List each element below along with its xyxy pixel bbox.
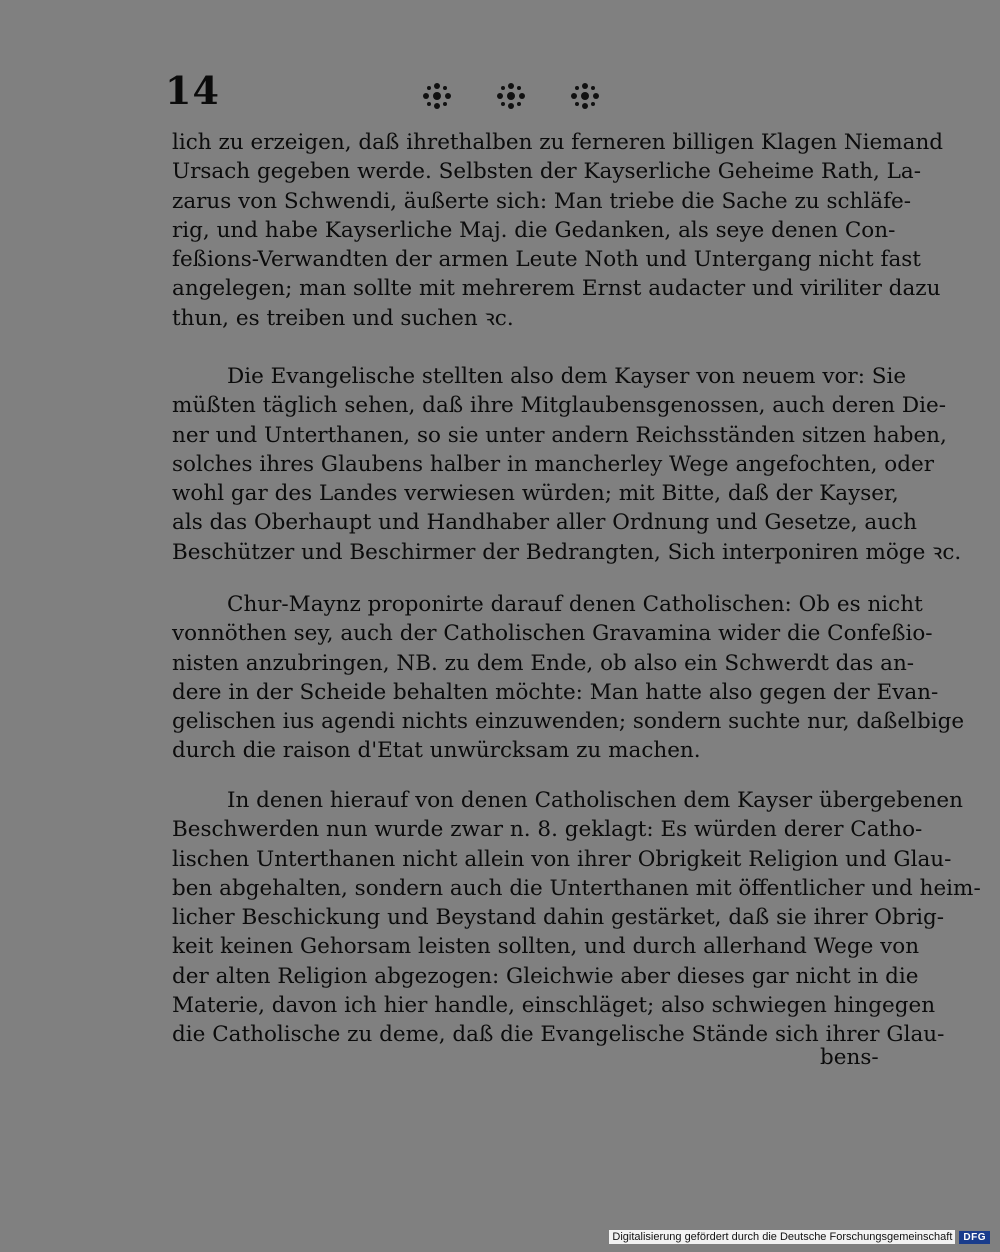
text-line: Ursach gegeben werde. Selbsten der Kayserliche Geheime Rath, La-	[172, 159, 922, 185]
text-line: müßten täglich sehen, daß ihre Mitglaubensgenossen, auch deren Die-	[172, 393, 946, 419]
text-line: licher Beschickung und Beystand dahin gestärket, daß sie ihrer Obrig-	[172, 905, 945, 931]
catchword: bens-	[820, 1045, 879, 1070]
text-line: gelischen ius agendi nichts einzuwenden; sondern suchte nur, daßelbige	[172, 709, 965, 735]
text-line: als das Oberhaupt und Handhaber aller Ordnung und Gesetze, auch	[172, 510, 917, 536]
fleuron-ornament-icon	[568, 81, 602, 111]
text-line: nisten anzubringen, NB. zu dem Ende, ob also ein Schwerdt das an-	[172, 650, 915, 676]
paragraph-3	[172, 590, 965, 766]
fleuron-ornament-icon	[420, 81, 454, 111]
text-line: die Catholische zu deme, daß die Evangelische Stände sich ihrer Glau-	[172, 1022, 945, 1048]
paragraph-2	[172, 362, 962, 567]
text-line: vonnöthen sey, auch der Catholischen Gravamina wider die Confeßio-	[172, 621, 933, 647]
text-line: dere in der Scheide behalten möchte: Man hatte also gegen der Evan-	[172, 679, 939, 705]
text-line: thun, es treiben und suchen ꝛc.	[172, 305, 514, 331]
paragraph-4	[172, 786, 981, 1050]
text-line: Materie, davon ich hier handle, einschläget; also schwiegen hingegen	[172, 993, 936, 1019]
fleuron-ornament-icon	[494, 81, 528, 111]
text-line: zarus von Schwendi, äußerte sich: Man triebe die Sache zu schläfe-	[172, 188, 912, 214]
header-ornaments	[420, 78, 620, 114]
footer-credit	[609, 1230, 990, 1244]
text-line: durch die raison d'Etat unwürcksam zu machen.	[172, 738, 701, 764]
text-line: Die Evangelische stellten also dem Kayser von neuem vor: Sie	[227, 364, 907, 389]
text-line: Chur-Maynz proponirte darauf denen Catholischen: Ob es nicht	[227, 592, 923, 617]
text-line: ben abgehalten, sondern auch die Unterthanen mit öffentlicher und heim-	[172, 875, 981, 901]
text-line: ner und Unterthanen, so sie unter andern Reichsständen sitzen haben,	[172, 422, 947, 448]
funding-credit-text: Digitalisierung gefördert durch die Deutsche Forschungsgemeinschaft	[609, 1230, 955, 1244]
text-line: Beschwerden nun wurde zwar n. 8. geklagt: Es würden derer Catho-	[172, 817, 923, 843]
text-line: keit keinen Gehorsam leisten sollten, und durch allerhand Wege von	[172, 934, 920, 960]
text-line: In denen hierauf von denen Catholischen dem Kayser übergebenen	[227, 788, 963, 813]
text-line: wohl gar des Landes verwiesen würden; mit Bitte, daß der Kayser,	[172, 481, 899, 507]
text-line: lich zu erzeigen, daß ihrethalben zu ferneren billigen Klagen Niemand	[172, 130, 944, 155]
text-line: der alten Religion abgezogen: Gleichwie aber dieses gar nicht in die	[172, 963, 919, 989]
text-line: Beschützer und Beschirmer der Bedrangten, Sich interponiren möge ꝛc.	[172, 539, 962, 565]
text-line: feßions-Verwandten der armen Leute Noth und Untergang nicht fast	[172, 247, 921, 273]
text-line: solches ihres Glaubens halber in mancherley Wege angefochten, oder	[172, 451, 934, 477]
text-line: rig, und habe Kayserliche Maj. die Gedanken, als seye denen Con-	[172, 217, 896, 243]
text-line: angelegen; man sollte mit mehrerem Ernst audacter und viriliter dazu	[172, 276, 941, 302]
page-number: 14	[165, 68, 220, 113]
dfg-logo: DFG	[959, 1231, 990, 1244]
paragraph-1	[172, 128, 944, 333]
text-line: lischen Unterthanen nicht allein von ihrer Obrigkeit Religion und Glau-	[172, 846, 952, 872]
